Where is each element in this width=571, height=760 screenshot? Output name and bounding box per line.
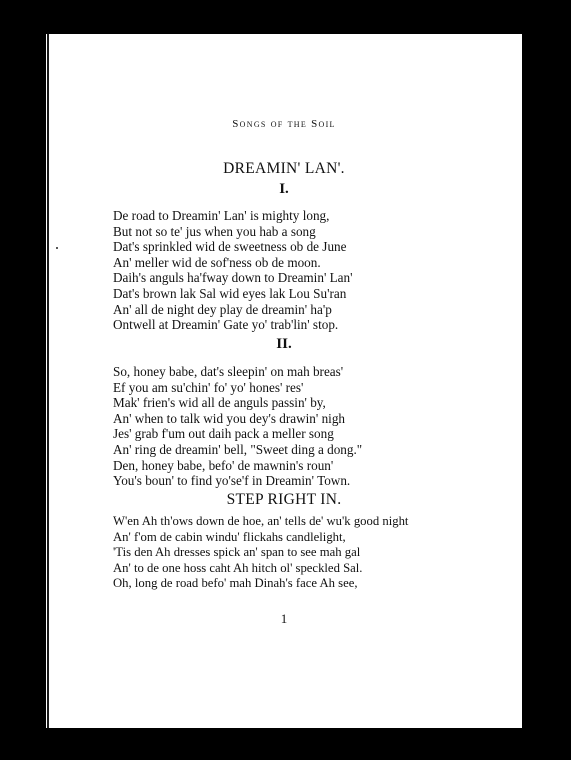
poem-title-dreamin-lan: DREAMIN' LAN'.	[223, 160, 345, 177]
book-page	[46, 34, 522, 728]
verse-line: An' f'om de cabin windu' flickahs candlelight,	[113, 529, 346, 544]
verse-line: An' meller wid de sof'ness ob de moon.	[113, 254, 321, 270]
stanza-2	[113, 364, 362, 489]
page-edge-shadow	[47, 34, 49, 728]
section-numeral-2: II.	[276, 336, 292, 352]
verse-line: Dat's sprinkled wid de sweetness ob de June	[113, 239, 347, 255]
verse-line: Ontwell at Dreamin' Gate yo' trab'lin' stop.	[113, 317, 339, 333]
verse-line: An' ring de dreamin' bell, "Sweet ding a dong."	[113, 441, 363, 457]
verse-line: An' all de night dey play de dreamin' ha'p	[113, 301, 332, 317]
verse-line: Daih's anguls ha'fway down to Dreamin' Lan'	[113, 270, 353, 286]
verse-line: Mak' frien's wid all de anguls passin' by,	[113, 395, 326, 411]
poem-title-step-right-in: STEP RIGHT IN.	[226, 491, 342, 508]
running-head: Songs of the Soil	[232, 118, 336, 130]
verse-line: Jes' grab f'um out daih pack a meller song	[113, 426, 334, 442]
verse-line: You's boun' to find yo'se'f in Dreamin' Town.	[113, 473, 351, 489]
verse-line: Den, honey babe, befo' de mawnin's roun'	[113, 457, 334, 473]
stanza-3	[113, 514, 408, 592]
verse-line: An' to de one hoss caht Ah hitch ol' speckled Sal.	[113, 560, 363, 575]
verse-line: W'en Ah th'ows down de hoe, an' tells de' wu'k good night	[113, 514, 409, 528]
verse-line: But not so te' jus when you hab a song	[113, 223, 316, 239]
verse-line: So, honey babe, dat's sleepin' on mah breas'	[113, 364, 344, 379]
section-numeral-1: I.	[279, 181, 289, 197]
page-number: 1	[280, 611, 288, 626]
stanza-1	[113, 208, 353, 333]
verse-line: De road to Dreamin' Lan' is mighty long,	[113, 208, 330, 223]
verse-line: Oh, long de road befo' mah Dinah's face Ah see,	[113, 576, 358, 591]
verse-line: An' when to talk wid you dey's drawin' nigh	[113, 410, 346, 426]
verse-line: Dat's brown lak Sal wid eyes lak Lou Su'ran	[113, 285, 347, 301]
verse-line: 'Tis den Ah dresses spick an' span to see mah gal	[113, 545, 361, 560]
paper-speck	[56, 247, 58, 249]
verse-line: Ef you am su'chin' fo' yo' hones' res'	[113, 379, 304, 395]
